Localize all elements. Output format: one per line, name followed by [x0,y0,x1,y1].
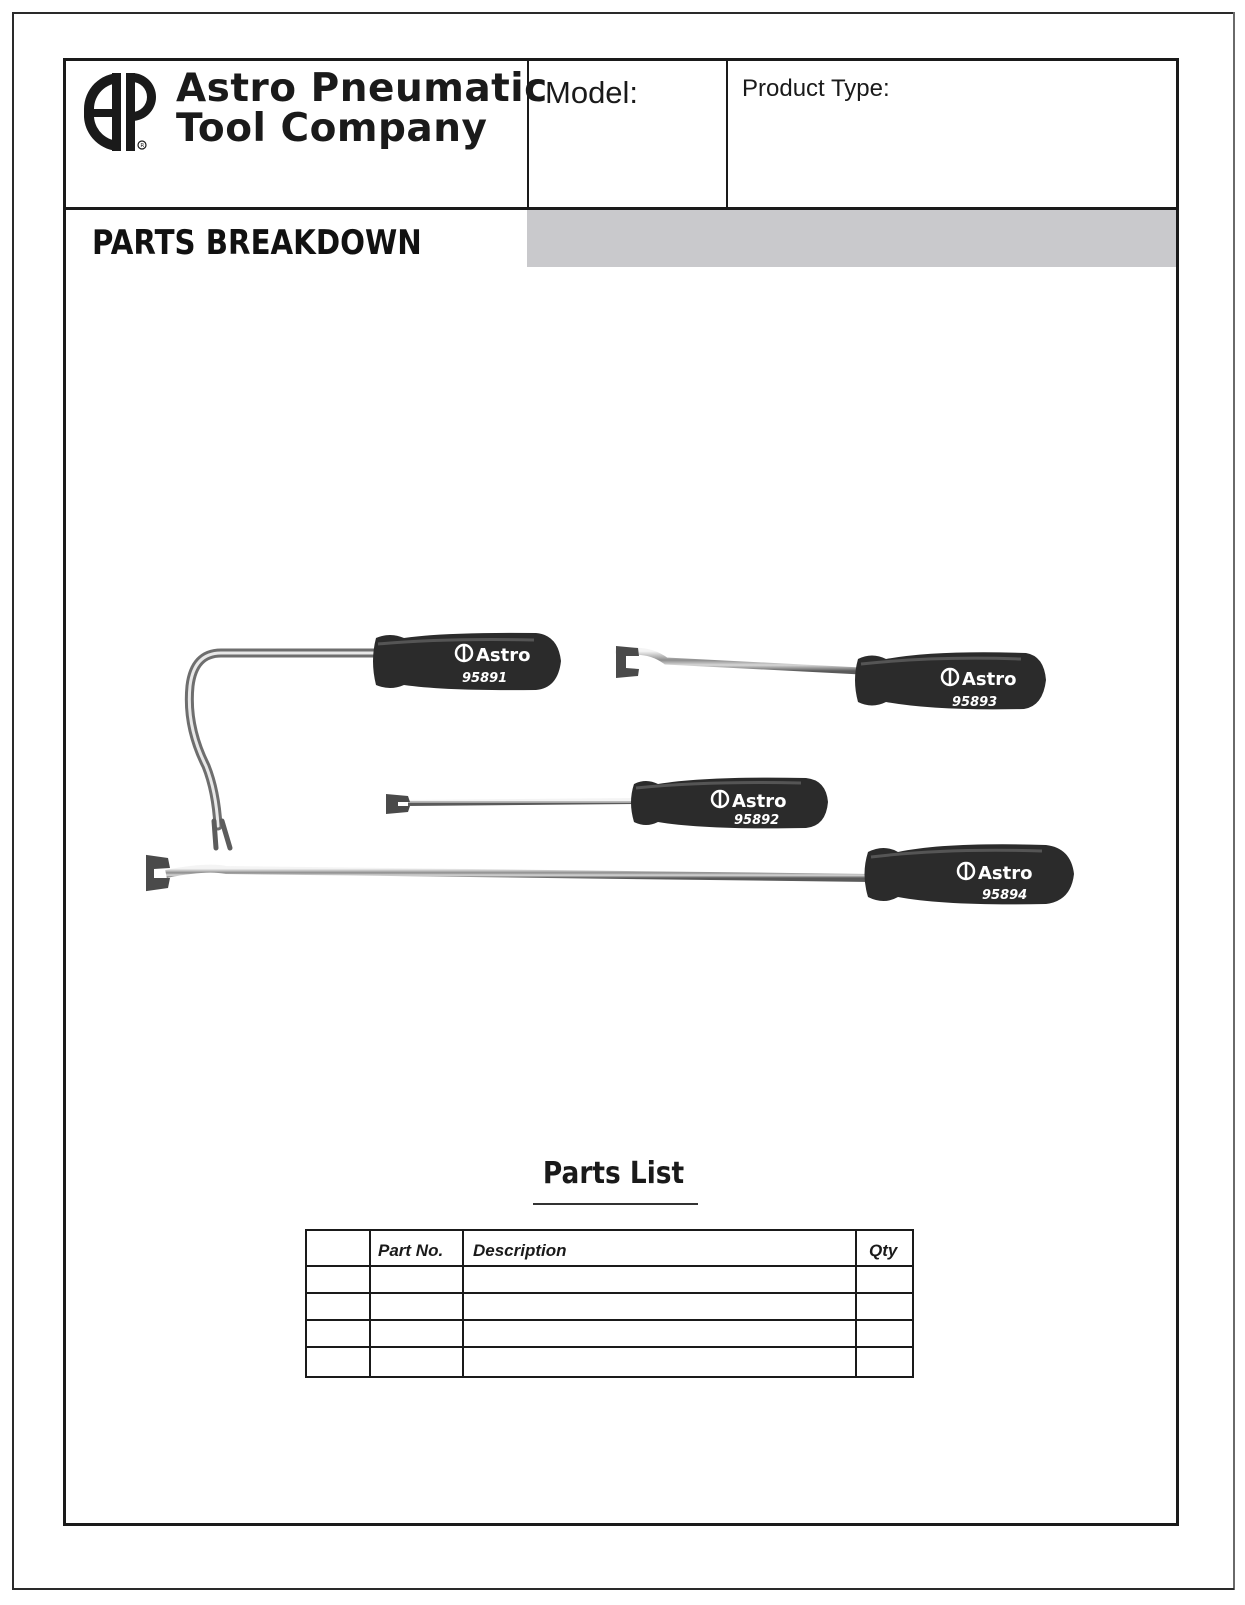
parts-list-title: Parts List [542,1156,685,1191]
page-border-bottom [12,1588,1234,1590]
model-label: Model: [545,75,639,110]
tools-illustration [146,616,1146,921]
model-cell [529,61,728,207]
product-type-cell [728,61,1176,207]
table-row-divider [307,1292,912,1294]
column-header-part-no: Part No. [378,1241,444,1260]
section-title: PARTS BREAKDOWN [92,223,422,263]
parts-table [305,1229,914,1378]
column-header-qty: Qty [869,1241,898,1260]
tool-brand: Astro [732,791,787,812]
title-block [66,61,1176,210]
tool-95892 [386,778,828,829]
parts-sheet [63,58,1179,1526]
column-divider [369,1231,371,1376]
table-row-divider [307,1346,912,1348]
page-border-right [1233,12,1235,1590]
tool-95893 [616,646,1046,710]
product-type-label: Product Type: [742,75,890,102]
parts-list-underline [533,1203,698,1205]
section-band [527,210,1176,267]
ap-logo-icon [80,69,166,153]
column-divider [855,1231,857,1376]
tool-brand: Astro [962,669,1017,690]
tool-95894 [146,844,1074,904]
column-header-description: Description [473,1241,567,1260]
tool-95891 [189,633,561,848]
table-row-divider [307,1265,912,1267]
tool-part-number: 95893 [952,695,998,710]
column-divider [462,1231,464,1376]
company-name-line1: Astro Pneumatic [176,66,548,111]
company-logo-cell [66,61,548,207]
tool-brand: Astro [476,645,531,666]
company-name-line2: Tool Company [176,106,488,151]
company-name [176,66,548,151]
tool-part-number: 95891 [462,671,508,686]
tool-brand: Astro [978,863,1033,884]
tool-part-number: 95894 [982,888,1028,903]
table-row-divider [307,1319,912,1321]
svg-text:R: R [140,143,145,149]
tool-part-number: 95892 [734,813,780,828]
